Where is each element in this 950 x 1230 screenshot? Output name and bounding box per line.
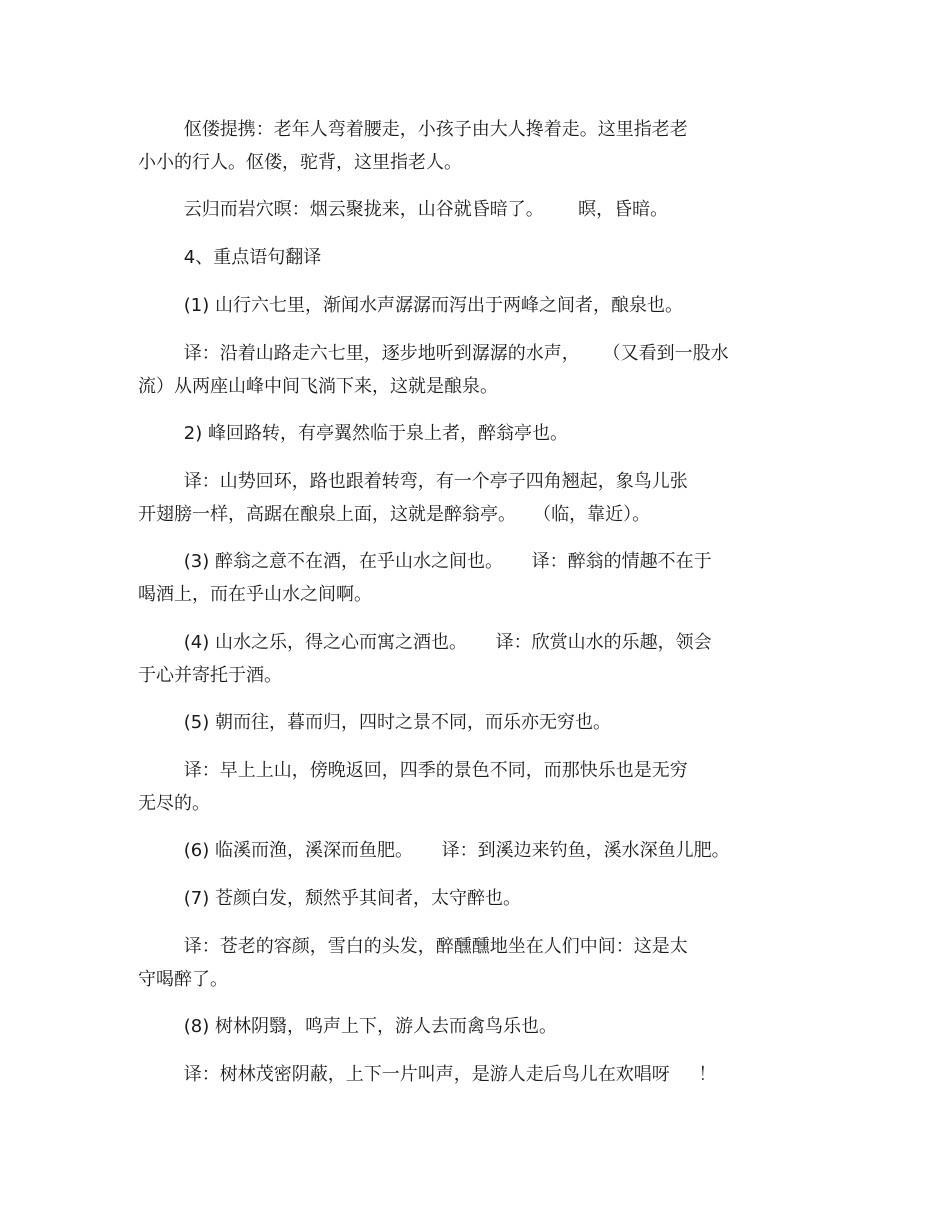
text-line: (8) 树林阴翳，鸣声上下，游人去而禽鸟乐也。 bbox=[138, 1016, 557, 1037]
text-line: (5) 朝而往，暮而归，四时之景不同，而乐亦无穷也。 bbox=[138, 712, 611, 733]
text-line: (3) 醉翁之意不在酒，在乎山水之间也。 译：醉翁的情趣不在于 bbox=[138, 551, 712, 572]
text-line: 译：早上上山，傍晚返回，四季的景色不同，而那快乐也是无穷 bbox=[138, 760, 688, 781]
text-line: 无尽的。 bbox=[138, 793, 210, 814]
text-line: 2) 峰回路转，有亭翼然临于泉上者，醉翁亭也。 bbox=[138, 423, 568, 444]
text-line: 伛偻提携：老年人弯着腰走，小孩子由大人搀着走。这里指老老 bbox=[138, 119, 688, 140]
text-line: (7) 苍颜白发，颓然乎其间者，太守醉也。 bbox=[138, 888, 521, 909]
text-line: 小小的行人。伛偻，驼背，这里指老人。 bbox=[138, 152, 462, 173]
text-line: (1) 山行六七里，渐闻水声潺潺而泻出于两峰之间者，酿泉也。 bbox=[138, 295, 683, 316]
text-line: 译：苍老的容颜，雪白的头发，醉醺醺地坐在人们中间：这是太 bbox=[138, 936, 688, 957]
text-line: 喝酒上，而在乎山水之间啊。 bbox=[138, 584, 372, 605]
text-line: 开翅膀一样，高踞在酿泉上面，这就是醉翁亭。 （临，靠近）。 bbox=[138, 504, 651, 525]
text-line: 译：山势回环，路也跟着转弯，有一个亭子四角翘起，象鸟儿张 bbox=[138, 471, 688, 492]
text-line: 于心并寄托于酒。 bbox=[138, 665, 282, 686]
text-line: 译：沿着山路走六七里，逐步地听到潺潺的水声， （又看到一股水 bbox=[138, 343, 729, 364]
text-line: 守喝醉了。 bbox=[138, 969, 228, 990]
section-heading: 4、重点语句翻译 bbox=[138, 247, 322, 268]
text-line: 译：树林茂密阴蔽，上下一片叫声，是游人走后鸟儿在欢唱呀 ！ bbox=[138, 1064, 717, 1085]
text-line: 云归而岩穴暝：烟云聚拢来，山谷就昏暗了。 暝，昏暗。 bbox=[138, 199, 669, 220]
text-line: 流）从两座山峰中间飞淌下来，这就是酿泉。 bbox=[138, 376, 498, 397]
text-line: (4) 山水之乐，得之心而寓之酒也。 译：欣赏山水的乐趣，领会 bbox=[138, 632, 712, 653]
text-line: (6) 临溪而渔，溪深而鱼肥。 译：到溪边来钓鱼，溪水深鱼儿肥。 bbox=[138, 840, 730, 861]
